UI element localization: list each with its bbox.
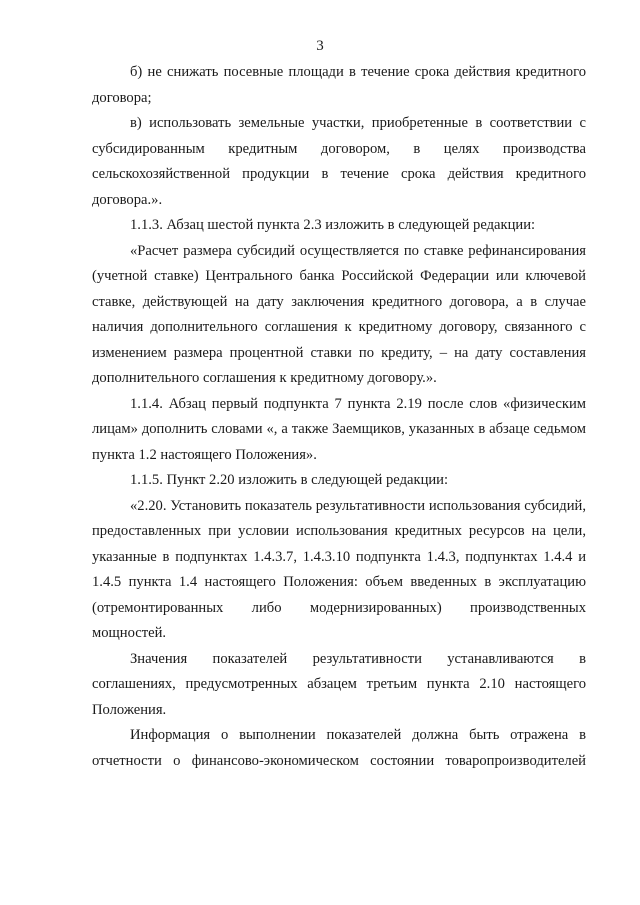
paragraph-1-1-5: 1.1.5. Пункт 2.20 изложить в следующей редакции: bbox=[130, 472, 449, 488]
paragraph-subsidy-calculation: «Расчет размера субсидий осуществляется по ставке рефинансирования (учетной ставке) Центрального банка Российской Федерации или ключевой ставке, действующей на дату заключения кредитного договора, а в случае наличия дополнительного соглашения к кредитному договору, связанного с изменением размера процентной ставки по кредиту, – на дату составления дополнительного соглашения к кредитному договору.». bbox=[92, 242, 586, 386]
paragraph-1-1-4: 1.1.4. Абзац первый подпункта 7 пункта 2.19 после слов «физическим лицам» дополнить словами «, а также Заемщиков, указанных в абзаце седьмом пункта 1.2 настоящего Положения». bbox=[92, 395, 586, 463]
page-number: 3 bbox=[316, 38, 324, 54]
paragraph-indicator-values: Значения показателей результативности устанавливаются в соглашениях, предусмотренных абзацем третьим пункта 2.10 настоящего Положения. bbox=[92, 650, 586, 718]
paragraph-subclause-b: б) не снижать посевные площади в течение срока действия кредитного договора; bbox=[92, 64, 586, 106]
paragraph-1-1-3: 1.1.3. Абзац шестой пункта 2.3 изложить в следующей редакции: bbox=[130, 217, 536, 233]
paragraph-indicator-reporting: Информация о выполнении показателей должна быть отражена в отчетности о финансово-экономическом состоянии товаропроизводителей bbox=[92, 727, 586, 769]
paragraph-subclause-v: в) использовать земельные участки, приобретенные в соответствии с субсидированным кредитным договором, в целях производства сельскохозяйственной продукции в течение срока действия кредитного договора.». bbox=[92, 115, 586, 208]
paragraph-2-20: «2.20. Установить показатель результативности использования субсидий, предоставленных при условии использования кредитных ресурсов на цели, указанные в подпунктах 1.4.3.7, 1.4.3.10 подпункта 1.4.3, подпунктах 1.4.4 и 1.4.5 пункта 1.4 настоящего Положения: объем введенных в эксплуатацию (отремонтированных либо модернизированных) производственных мощностей. bbox=[92, 497, 586, 641]
document-body bbox=[92, 60, 586, 774]
